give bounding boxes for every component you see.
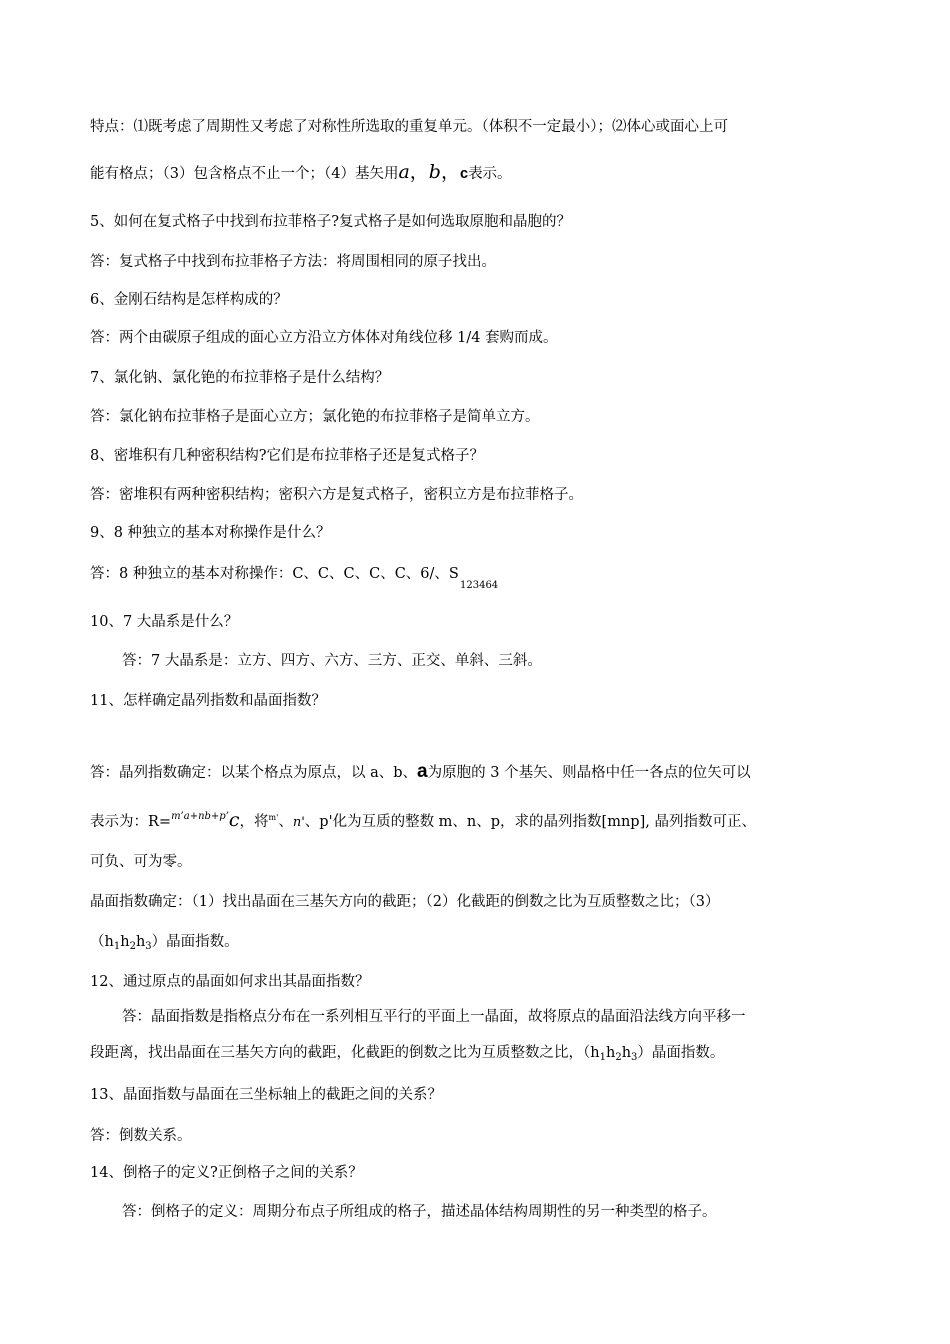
answer-11-line1 xyxy=(90,762,751,783)
answer-11-line5 xyxy=(90,932,239,957)
basis-vector-c: c xyxy=(459,166,469,182)
formula-c: c xyxy=(228,809,240,831)
prime-m: m' xyxy=(268,813,279,822)
answer-11-tail: 为原胞的 3 个基矢、则晶格中任一各点的位矢可以 xyxy=(427,765,751,781)
answer-12-text: 段距离，找出晶面在三基矢方向的截距，化截距的倒数之比为互质整数之比，（h xyxy=(90,1045,600,1061)
answer-12-line1: 答：晶面指数是指格点分布在一系列相互平行的平面上一晶面，故将原点的晶面沿法线方向平移一 xyxy=(122,1009,746,1025)
miller-close: ）晶面指数。 xyxy=(151,934,239,950)
answer-14: 答：倒格子的定义：周期分布点子所组成的格子，描述晶体结构周期性的另一种类型的格子。 xyxy=(122,1204,717,1220)
miller-sub-1: 1 xyxy=(113,941,121,952)
miller-sub-2: 2 xyxy=(129,941,136,952)
formula-sep: 、 xyxy=(278,814,293,830)
question-10: 10、7 大晶系是什么？ xyxy=(90,614,239,630)
miller-open: （h xyxy=(90,934,114,950)
paragraph-features-line2: 能有格点；（3）包含格点不止一个；（4）基矢用a，b，c表示。 xyxy=(90,161,512,183)
answer-11-line2-tail: 、p'化为互质的整数 m、n、p，求的晶列指数[mnp], 晶列指数可正、 xyxy=(304,814,756,830)
question-7: 7、氯化钠、氯化铯的布拉菲格子是什么结构？ xyxy=(90,370,390,386)
answer-9-subscripts: 123464 xyxy=(460,580,499,591)
answer-12-line2 xyxy=(90,1043,724,1068)
question-14: 14、倒格子的定义?正倒格子之间的关系？ xyxy=(90,1165,363,1181)
miller-h3b: h xyxy=(621,1045,632,1061)
miller-h2b: h xyxy=(605,1045,616,1061)
features-text: 能有格点；（3）包含格点不止一个；（4）基矢用 xyxy=(90,166,399,182)
question-12: 12、通过原点的晶面如何求出其晶面指数？ xyxy=(90,974,370,990)
question-5: 5、如何在复式格子中找到布拉菲格子?复式格子是如何选取原胞和晶胞的？ xyxy=(90,214,571,230)
answer-11-line3: 可负、可为零。 xyxy=(90,854,192,870)
miller-h3: h xyxy=(135,934,146,950)
formula-mid: ，将 xyxy=(239,814,269,830)
miller-sub-3: 3 xyxy=(145,941,152,952)
question-9: 9、8 种独立的基本对称操作是什么？ xyxy=(90,525,331,541)
features-tail: 表示。 xyxy=(468,166,512,182)
answer-11-text: 答：晶列指数确定：以某个格点为原点，以 a、b、 xyxy=(90,765,418,781)
answer-10: 答：7 大晶系是：立方、四方、六方、三方、正交、单斜、三斜。 xyxy=(122,653,542,669)
answer-6: 答：两个由碳原子组成的面心立方沿立方体体对角线位移 1/4 套购而成。 xyxy=(90,330,558,346)
answer-11-line4: 晶面指数确定：（1）找出晶面在三基矢方向的截距；（2）化截距的倒数之比为互质整数之比；（3） xyxy=(90,894,720,910)
answer-13: 答：倒数关系。 xyxy=(90,1128,192,1144)
basis-vector-a: a xyxy=(398,161,410,183)
answer-5: 答：复式格子中找到布拉菲格子方法：将周围相同的原子找出。 xyxy=(90,254,496,270)
answer-12-tail: ）晶面指数。 xyxy=(637,1045,725,1061)
answer-9: 答：8 种独立的基本对称操作：C、C、C、C、C、6/、S xyxy=(90,566,459,582)
answer-7: 答：氯化钠布拉菲格子是面心立方；氯化铯的布拉菲格子是简单立方。 xyxy=(90,409,540,425)
formula-superscript: m’a+nb+p’ xyxy=(171,811,229,822)
answer-11-line2 xyxy=(90,807,756,833)
miller-sub-1b: 1 xyxy=(599,1052,606,1063)
question-13: 13、晶面指数与晶面在三坐标轴上的截距之间的关系？ xyxy=(90,1087,442,1103)
basis-vector-b: b xyxy=(428,161,441,183)
basis-vector-bold-a: a xyxy=(417,761,428,782)
paragraph-features-line1: 特点：⑴既考虑了周期性又考虑了对称性所选取的重复单元。（体积不一定最小）；⑵体心或面心上可 xyxy=(90,119,728,135)
formula-label: 表示为：R= xyxy=(90,814,172,830)
question-11: 11、怎样确定晶列指数和晶面指数？ xyxy=(90,693,326,709)
miller-sub-3b: 3 xyxy=(631,1052,638,1063)
prime-n: n' xyxy=(292,815,305,830)
miller-sub-2b: 2 xyxy=(615,1052,622,1063)
question-8: 8、密堆积有几种密积结构?它们是布拉菲格子还是复式格子？ xyxy=(90,448,484,464)
question-6: 6、金刚石结构是怎样构成的？ xyxy=(90,292,288,308)
miller-h2: h xyxy=(120,934,130,950)
answer-8: 答：密堆积有两种密积结构；密积六方是复式格子，密积立方是布拉菲格子。 xyxy=(90,487,583,503)
